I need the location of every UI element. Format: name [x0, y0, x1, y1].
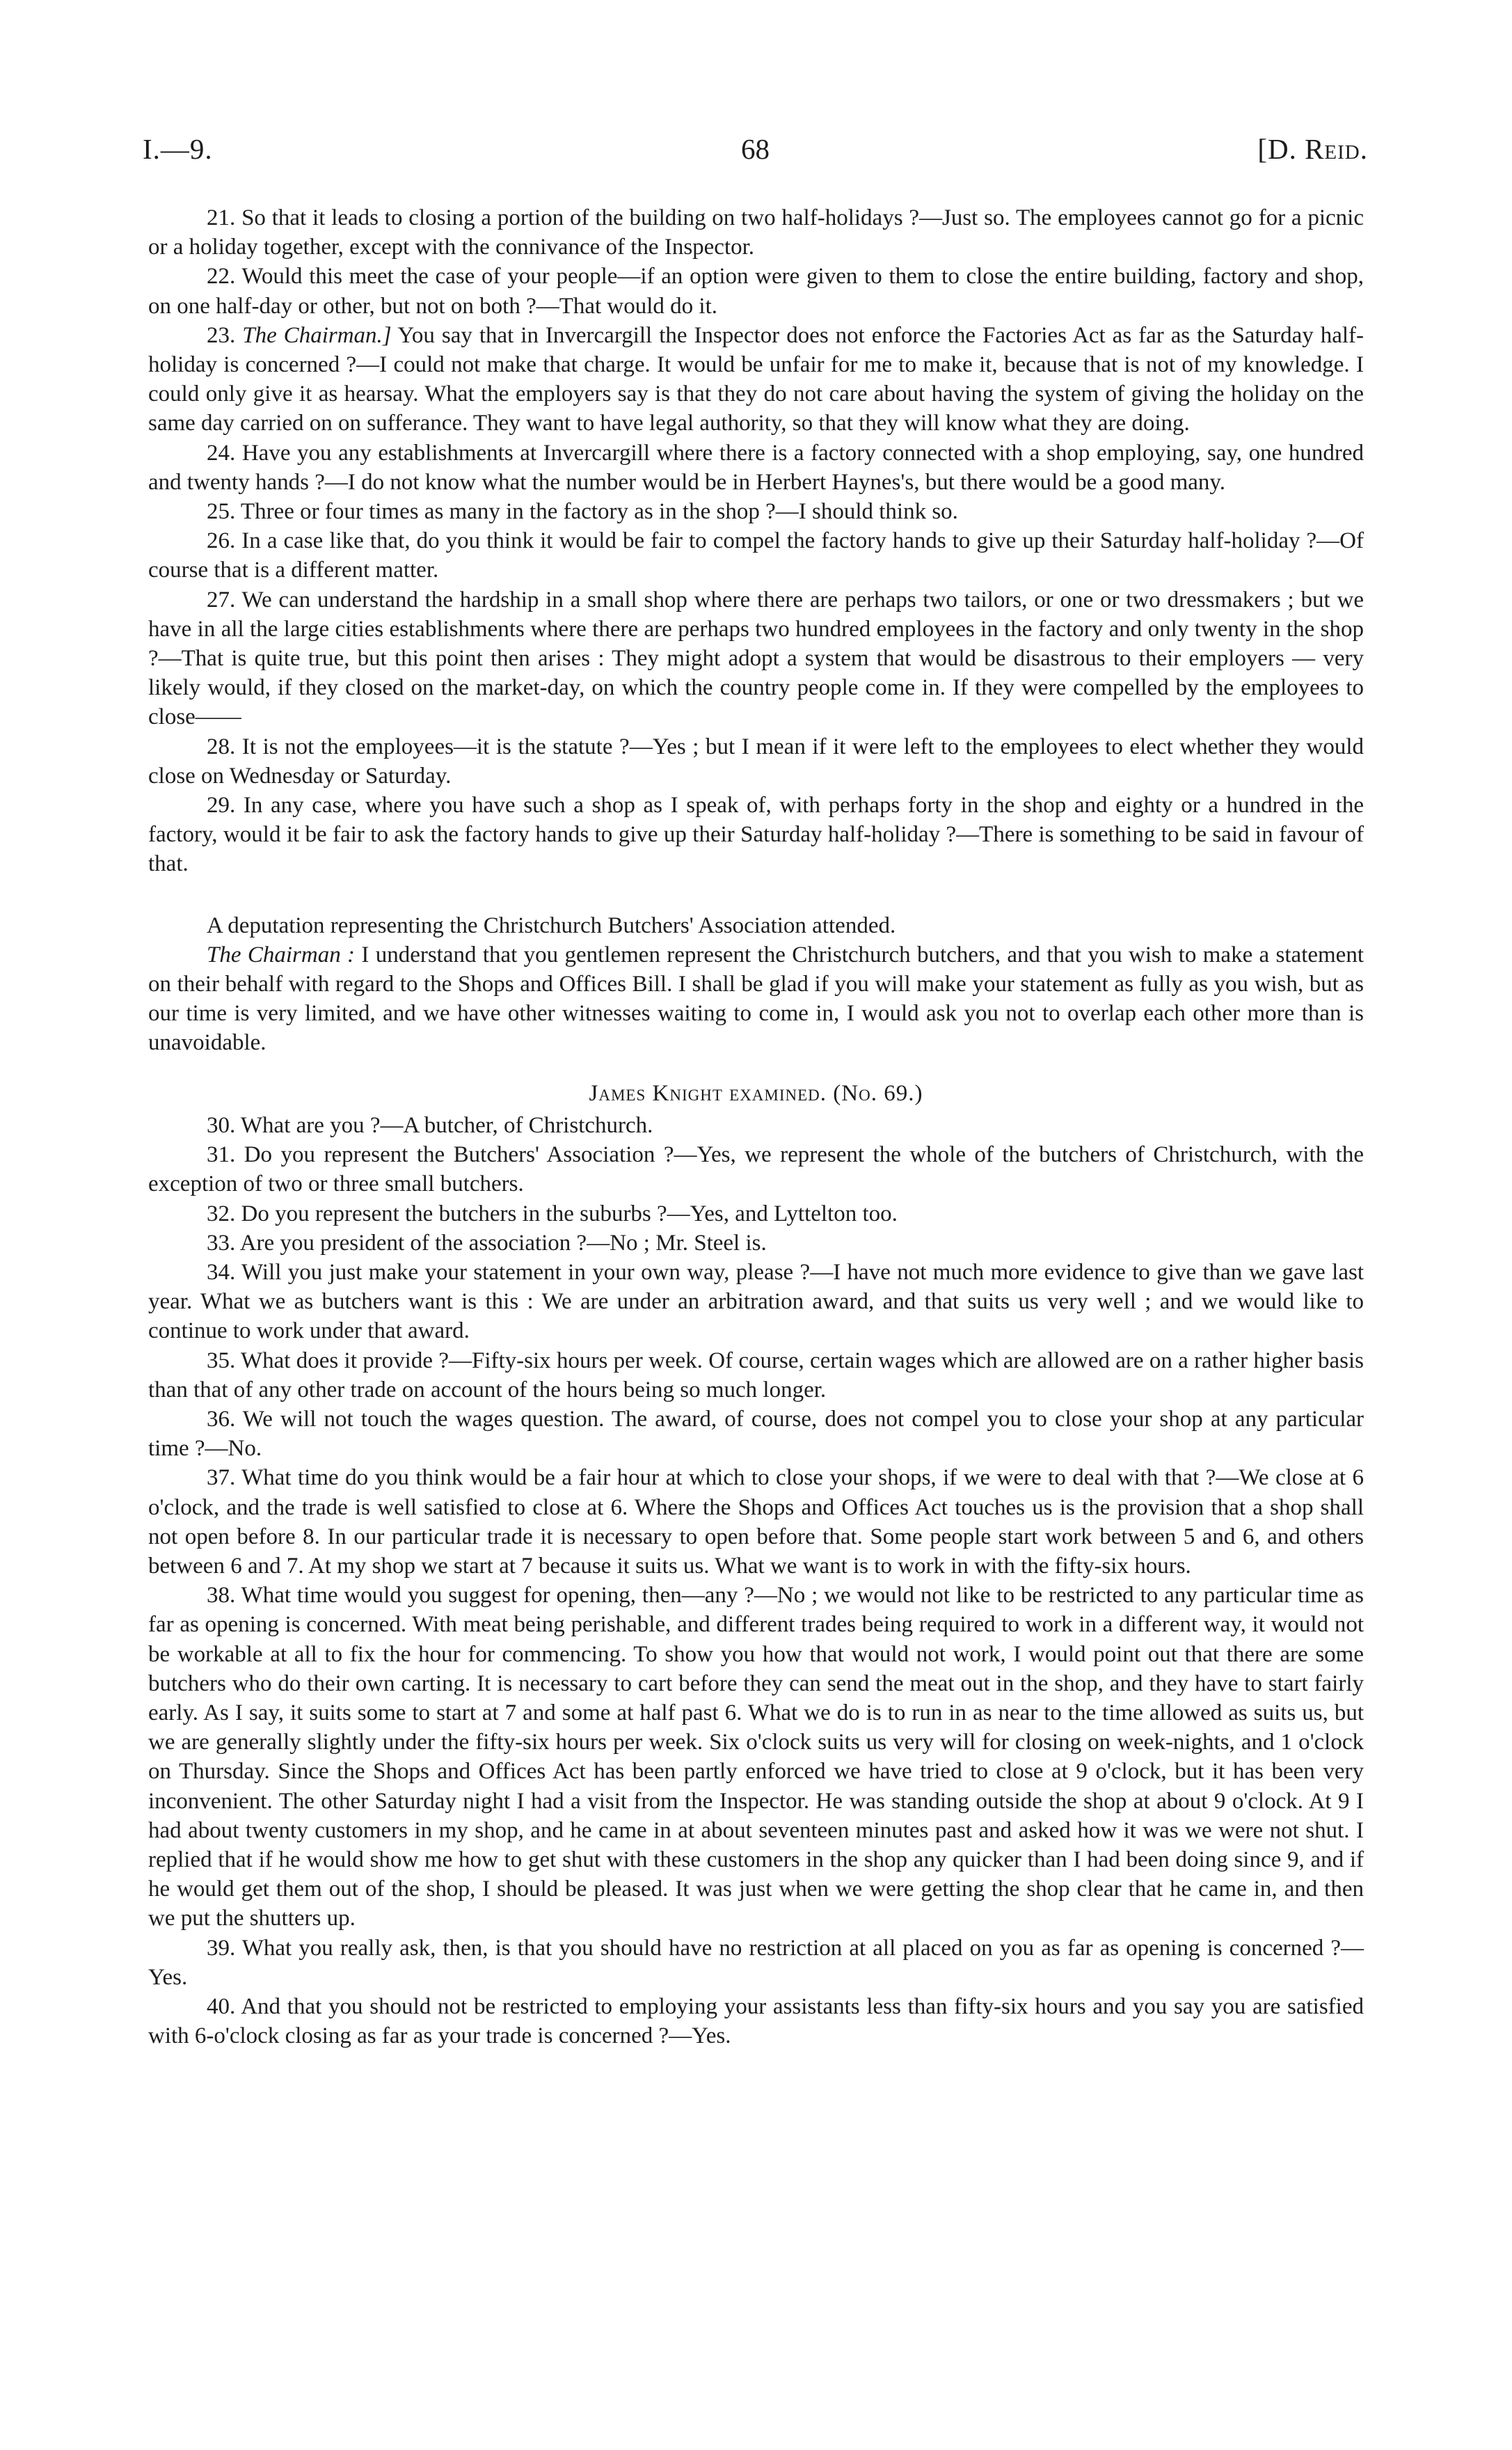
question-text: We can understand the hardship in a small shop where there are perhaps two tailors, or one or two dressmakers ; but we have in all the large cities establishments where there are perhaps two hundred employees in the factory and only twenty in the shop ?—That is quite true, but this point then arises : They might adopt a system that would be disastrous to their employers — very likely would, if they closed on the market-day, on which the country people come in. If they were compelled by the employees to close—— [148, 587, 1364, 730]
question-text: In a case like that, do you think it would be fair to compel the factory hands to give up their Saturday half-holiday ?—Of course that is a different matter. [148, 528, 1364, 583]
question-number: 37. [207, 1465, 236, 1491]
question-40 [148, 1992, 1364, 2050]
question-32 [148, 1199, 1364, 1228]
question-text: Do you represent the butchers in the suburbs ?—Yes, and Lyttelton too. [241, 1201, 898, 1226]
question-38 [148, 1581, 1364, 1933]
question-text: Would this meet the case of your people—if an option were given to them to close the entire building, factory and shop, on one half-day or other, but not on both ?—That would do it. [148, 264, 1364, 319]
question-number: 38. [207, 1583, 236, 1609]
speaker-label: The Chairman : [207, 942, 356, 967]
chairman-statement [148, 940, 1364, 1058]
question-39 [148, 1934, 1364, 1992]
question-text: And that you should not be restricted to employing your assistants less than fifty-six hours and you say you are satisfied with 6-o'clock closing as far as your trade is concerned ?—Yes. [148, 1993, 1364, 2049]
document-body [148, 203, 1364, 2050]
question-number: 31. [207, 1142, 236, 1168]
question-text: Will you just make your statement in your own way, please ?—I have not much more evidence to give than we gave last year. What we as butchers want is this : We are under an arbitration award, and that suits us very well ; and we would like to continue to work under that award. [148, 1259, 1364, 1344]
question-number: 24. [207, 440, 236, 466]
question-number: 32. [207, 1201, 236, 1226]
deputation-intro: A deputation representing the Christchurch Butchers' Association attended. [207, 912, 896, 938]
question-24 [148, 438, 1364, 497]
question-37 [148, 1463, 1364, 1581]
question-36 [148, 1405, 1364, 1463]
question-number: 21. [207, 205, 236, 230]
question-26 [148, 526, 1364, 585]
question-27 [148, 585, 1364, 732]
question-number: 26. [207, 528, 236, 554]
question-number: 22. [207, 264, 236, 290]
question-28 [148, 732, 1364, 791]
question-text: Three or four times as many in the factory as in the shop ?—I should think so. [240, 499, 958, 525]
question-text: So that it leads to closing a portion of the building on two half-holidays ?—Just so. The employees cannot go for a picnic or a holiday together, except with the connivance of the Inspector. [148, 205, 1364, 260]
question-text: You say that in Invercargill the Inspector does not enforce the Factories Act as far as the Saturday half-holiday is concerned ?—I could not make that charge. It would be unfair for me to make it, because that is not of my knowledge. I could only give it as hearsay. What the employers say is that they do not care about having the system of giving the holiday on the same day carried on on sufferance. They want to have legal authority, so that they will know what they are doing. [148, 322, 1364, 436]
question-31 [148, 1140, 1364, 1199]
question-text: In any case, where you have such a shop as I speak of, with perhaps forty in the shop and eighty or a hundred in the factory, would it be fair to ask the factory hands to give up their Saturday half-holiday ?—There is something to be said in favour of that. [148, 793, 1364, 877]
question-text: What time do you think would be a fair hour at which to close your shops, if we were to deal with that ?—We close at 6 o'clock, and the trade is well satisfied to close at 6. Where the Shops and Offices Act touches us is the provision that a shop shall not open before 8. In our particular trade it is necessary to open before that. Some people start work between 5 and 6, and others between 6 and 7. At my shop we start at 7 because it suits us. What we want is to work in with the fifty-six hours. [148, 1465, 1364, 1579]
page-number: 68 [741, 133, 770, 165]
question-33 [148, 1228, 1364, 1258]
question-25 [148, 497, 1364, 526]
page-header [143, 132, 1368, 177]
question-number: 39. [207, 1935, 236, 1961]
question-number: 28. [207, 734, 236, 759]
question-number: 35. [207, 1348, 236, 1373]
question-35 [148, 1346, 1364, 1405]
question-text: It is not the employees—it is the statute ?—Yes ; but I mean if it were left to the employees to elect whether they would close on Wednesday or Saturday. [148, 734, 1364, 789]
speaker-label: The Chairman.] [242, 322, 392, 348]
statement-text: I understand that you gentlemen represent the Christchurch butchers, and that you wish to make a statement on their behalf with regard to the Shops and Offices Bill. I shall be glad if you will make your statement as fully as you wish, but as our time is very limited, and we have other witnesses waiting to come in, I would ask you not to overlap each other more than is unavoidable. [148, 942, 1364, 1056]
question-21 [148, 203, 1364, 262]
question-number: 33. [207, 1230, 236, 1256]
question-text: What you really ask, then, is that you should have no restriction at all placed on you as far as opening is concerned ?—Yes. [148, 1935, 1364, 1990]
question-23 [148, 321, 1364, 438]
question-30 [148, 1111, 1364, 1140]
question-text: What are you ?—A butcher, of Christchurch. [240, 1112, 653, 1138]
question-text: Are you president of the association ?—No ; Mr. Steel is. [239, 1230, 767, 1256]
question-29 [148, 791, 1364, 879]
question-number: 29. [207, 793, 236, 819]
question-number: 27. [207, 587, 236, 612]
document-reference: I.—9. [143, 133, 213, 165]
question-number: 36. [207, 1406, 236, 1432]
question-number: 34. [207, 1259, 236, 1285]
question-text: Have you any establishments at Invercargill where there is a factory connected with a shop employing, say, one hundred and twenty hands ?—I do not know what the number would be in Herbert Haynes's, but there would be a good many. [148, 440, 1364, 495]
question-text: We will not touch the wages question. The award, of course, does not compel you to close your shop at any particular time ?—No. [148, 1406, 1364, 1462]
question-number: 30. [207, 1112, 236, 1138]
question-number: 25. [207, 499, 236, 525]
question-number: 23. [207, 322, 236, 348]
question-text: Do you represent the Butchers' Association ?—Yes, we represent the whole of the butchers of Christchurch, with the exception of two or three small butchers. [148, 1142, 1364, 1197]
question-22 [148, 262, 1364, 320]
question-text: What does it provide ?—Fifty-six hours per week. Of course, certain wages which are allowed are on a rather higher basis than that of any other trade on account of the hours being so much longer. [148, 1348, 1364, 1402]
witness-reference: [D. Reid. [1257, 133, 1368, 165]
question-34 [148, 1258, 1364, 1346]
witness-heading: James Knight examined. (No. 69.) [589, 1080, 923, 1106]
question-number: 40. [207, 1993, 236, 2019]
question-text: What time would you suggest for opening, then—any ?—No ; we would not like to be restricted to any particular time as far as opening is concerned. With meat being perishable, and different trades being required to work in a different way, it would not be workable at all to fix the hour for commencing. To show you how that would not work, I would point out that there are some butchers who do their own carting. It is necessary to cart before they can send the meat out in the shop, and they have to start fairly early. As I say, it suits some to start at 7 and some at half past 6. What we do is to run in as near to the time allowed as suits us, but we are generally slightly under the fifty-six hours per week. Six o'clock suits us very will for closing on week-nights, and 1 o'clock on Thursday. Since the Shops and Offices Act has been partly enforced we have tried to close at 9 o'clock, but it has been very inconvenient. The other Saturday night I had a visit from the Inspector. He was standing outside the shop at about 9 o'clock. At 9 I had about twenty customers in my shop, and he came in at about seventeen minutes past and asked how it was we were not shut. I replied that if he would show me how to get shut with these customers in the shop any quicker than I had been doing since 9, and if he would get them out of the shop, I should be pleased. It was just when we were getting the shop clear that he came in, and then we put the shutters up. [148, 1583, 1364, 1931]
